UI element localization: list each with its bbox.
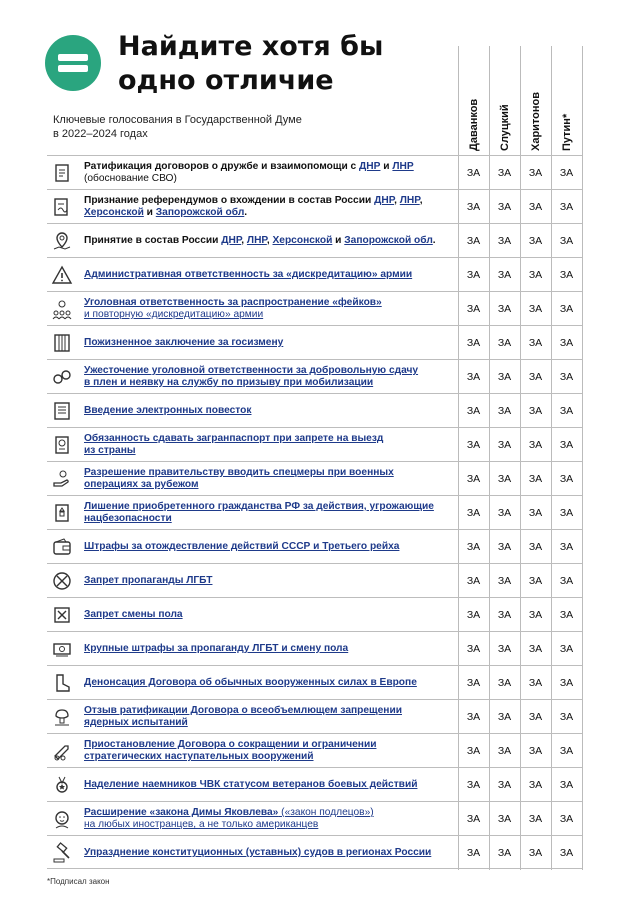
row-text-link[interactable]: Уголовная ответственность за распространение «фейков»	[84, 297, 382, 308]
vote-cell: ЗА	[559, 269, 574, 281]
vote-cell: ЗА	[528, 235, 543, 247]
row-text-link[interactable]: Административная ответственность за «дискредитацию» армии	[84, 269, 413, 280]
vote-cell: ЗА	[466, 167, 481, 179]
row-description	[84, 496, 459, 530]
row-description	[84, 768, 459, 802]
vote-cell: ЗА	[528, 643, 543, 655]
vote-cell: ЗА	[497, 439, 512, 451]
vote-cell: ЗА	[559, 847, 574, 859]
vote-cell: ЗА	[559, 609, 574, 621]
vote-cell: ЗА	[528, 677, 543, 689]
vote-cell: ЗА	[466, 269, 481, 281]
vote-cell: ЗА	[466, 813, 481, 825]
row-text-link[interactable]: Запорожской обл	[155, 207, 245, 218]
row-text-link[interactable]: Разрешение правительству вводить спецмеры при военных	[84, 467, 394, 478]
vote-cell: ЗА	[497, 167, 512, 179]
table-row	[47, 257, 582, 291]
row-description	[84, 836, 459, 870]
passport-icon	[51, 434, 73, 456]
warning-icon	[51, 264, 73, 286]
table-row	[47, 563, 582, 597]
vote-cell: ЗА	[528, 507, 543, 519]
vote-cell: ЗА	[559, 575, 574, 587]
table-row	[47, 665, 582, 699]
column-header-label: Харитонов	[529, 91, 542, 151]
subtitle-line-1: Ключевые голосования в Государственной Думе	[53, 114, 302, 126]
vote-cell: ЗА	[528, 439, 543, 451]
signed-document-icon	[51, 196, 73, 218]
row-text-link[interactable]: на любых иностранцев, а не только американцев	[84, 819, 319, 830]
vote-cell: ЗА	[559, 405, 574, 417]
row-text-link[interactable]: ЛНР	[246, 235, 267, 246]
row-description	[84, 700, 459, 734]
row-text: ,	[266, 235, 273, 246]
vote-cell: ЗА	[559, 643, 574, 655]
vote-cell: ЗА	[497, 541, 512, 553]
table-row	[47, 223, 582, 257]
vote-cell: ЗА	[559, 201, 574, 213]
vote-cell: ЗА	[559, 711, 574, 723]
column-header	[520, 50, 551, 155]
vote-cell: ЗА	[497, 235, 512, 247]
table-row	[47, 631, 582, 665]
row-description	[84, 394, 459, 428]
column-header-label: Даванков	[467, 98, 480, 151]
row-text-link[interactable]: ЛНР	[392, 161, 414, 172]
table-row	[47, 427, 582, 461]
footnote: *Подписал закон	[47, 877, 110, 886]
row-text-link[interactable]: Денонсация Договора об обычных вооруженных силах в Европе	[84, 677, 417, 688]
row-text: ,	[241, 235, 247, 246]
missile-icon	[51, 740, 73, 762]
vote-cell: ЗА	[559, 745, 574, 757]
vote-cell: ЗА	[497, 813, 512, 825]
vote-cell: ЗА	[466, 405, 481, 417]
document-icon	[51, 162, 73, 184]
row-text-link[interactable]: Введение электронных повесток	[84, 405, 252, 416]
vote-cell: ЗА	[497, 745, 512, 757]
handcuffs-icon	[51, 366, 73, 388]
vote-cell: ЗА	[497, 371, 512, 383]
subtitle-line-2: в 2022–2024 годах	[53, 128, 148, 140]
vote-cell: ЗА	[497, 711, 512, 723]
prison-icon	[51, 332, 73, 354]
row-text: и	[143, 207, 156, 218]
vote-cell: ЗА	[528, 473, 543, 485]
vote-cell: ЗА	[466, 609, 481, 621]
row-text-link[interactable]: ДНР	[221, 235, 242, 246]
table-row	[47, 291, 582, 325]
vote-cell: ЗА	[559, 235, 574, 247]
money-icon	[51, 638, 73, 660]
vote-cell: ЗА	[559, 507, 574, 519]
row-text: Ратификация договоров о дружбе и взаимопомощи с	[84, 161, 360, 172]
vote-cell: ЗА	[559, 337, 574, 349]
row-text: и	[380, 161, 393, 172]
table-row	[47, 529, 582, 563]
title-line-1: Найдите хотя бы	[118, 31, 384, 62]
table-row	[47, 597, 582, 631]
vote-cell: ЗА	[497, 643, 512, 655]
vote-cell: ЗА	[466, 745, 481, 757]
row-text-link[interactable]: Упразднение конституционных (уставных) судов в регионах России	[84, 847, 432, 858]
table-row	[47, 699, 582, 733]
explosion-icon	[51, 706, 73, 728]
row-text: (обоснование СВО)	[84, 173, 177, 184]
row-text-link[interactable]: Запрет смены пола	[84, 609, 183, 620]
row-text-link[interactable]: Ужесточение уголовной ответственности за добровольную сдачу	[84, 365, 419, 376]
vote-cell: ЗА	[559, 303, 574, 315]
vote-cell: ЗА	[466, 779, 481, 791]
row-text-link[interactable]: и повторную «дискредитацию» армии	[84, 309, 264, 320]
people-icon	[51, 298, 73, 320]
row-description	[84, 326, 459, 360]
vote-cell: ЗА	[497, 337, 512, 349]
vote-cell: ЗА	[466, 303, 481, 315]
vote-cell: ЗА	[466, 575, 481, 587]
row-text-link[interactable]: в плен и неявку на службу по призыву при мобилизации	[84, 377, 374, 388]
row-text-link[interactable]: Отзыв ратификации Договора о всеобъемлющем запрещении	[84, 705, 402, 716]
row-text-link[interactable]: («закон подлецов»)	[278, 807, 374, 818]
row-text-link[interactable]: ДНР	[359, 161, 381, 172]
vote-cell: ЗА	[559, 779, 574, 791]
row-text: и	[332, 235, 345, 246]
row-description	[84, 292, 459, 326]
row-text-link[interactable]: операциях за рубежом	[84, 479, 199, 490]
vote-cell: ЗА	[528, 813, 543, 825]
ban-icon	[51, 570, 73, 592]
vote-cell: ЗА	[466, 677, 481, 689]
citizenship-icon	[51, 502, 73, 524]
row-text-link[interactable]: Херсонской	[84, 207, 144, 218]
vote-cell: ЗА	[497, 201, 512, 213]
medal-icon	[51, 774, 73, 796]
vote-cell: ЗА	[559, 371, 574, 383]
column-divider	[582, 46, 583, 870]
vote-cell: ЗА	[466, 201, 481, 213]
vote-cell: ЗА	[466, 711, 481, 723]
boot-icon	[51, 672, 73, 694]
row-description	[84, 802, 459, 836]
row-text-link[interactable]: Запорожской обл	[344, 235, 433, 246]
column-header-label: Путин*	[560, 113, 573, 151]
table-row	[47, 393, 582, 427]
table-row	[47, 767, 582, 801]
row-text: .	[244, 207, 248, 218]
row-text-link[interactable]: стратегических наступательных вооружений	[84, 751, 314, 762]
vote-cell: ЗА	[466, 643, 481, 655]
row-description	[84, 190, 459, 224]
vote-cell: ЗА	[528, 167, 543, 179]
hand-icon	[51, 468, 73, 490]
row-description	[84, 734, 459, 768]
wallet-icon	[51, 536, 73, 558]
vote-cell: ЗА	[528, 405, 543, 417]
row-description	[84, 156, 459, 190]
vote-cell: ЗА	[497, 609, 512, 621]
vote-cell: ЗА	[497, 779, 512, 791]
vote-cell: ЗА	[466, 507, 481, 519]
column-header	[489, 50, 520, 155]
vote-cell: ЗА	[528, 609, 543, 621]
vote-cell: ЗА	[528, 847, 543, 859]
vote-cell: ЗА	[528, 337, 543, 349]
vote-cell: ЗА	[528, 711, 543, 723]
summons-icon	[51, 400, 73, 422]
vote-cell: ЗА	[559, 677, 574, 689]
vote-cell: ЗА	[497, 303, 512, 315]
vote-cell: ЗА	[497, 405, 512, 417]
child-icon	[51, 808, 73, 830]
table-row	[47, 325, 582, 359]
table-row	[47, 495, 582, 529]
vote-cell: ЗА	[466, 541, 481, 553]
row-description	[84, 564, 459, 598]
gavel-icon	[51, 842, 73, 864]
row-text-link[interactable]: ДНР	[374, 195, 395, 206]
row-description	[84, 530, 459, 564]
row-description	[84, 428, 459, 462]
table-row	[47, 155, 582, 189]
row-text-link[interactable]: ядерных испытаний	[84, 717, 188, 728]
vote-cell: ЗА	[528, 201, 543, 213]
row-description	[84, 224, 459, 258]
row-description	[84, 666, 459, 700]
row-text-link[interactable]: из страны	[84, 445, 136, 456]
vote-cell: ЗА	[497, 847, 512, 859]
page-title	[118, 30, 418, 98]
row-text-link[interactable]: Лишение приобретенного гражданства РФ за действия, угрожающие	[84, 501, 434, 512]
column-header-label: Слуцкий	[498, 104, 511, 151]
row-text-link[interactable]: Запрет пропаганды ЛГБТ	[84, 575, 213, 586]
vote-cell: ЗА	[528, 575, 543, 587]
vote-cell: ЗА	[466, 235, 481, 247]
row-text-link[interactable]: ЛНР	[399, 195, 420, 206]
title-line-2: одно отличие	[118, 65, 334, 96]
vote-cell: ЗА	[559, 473, 574, 485]
row-description	[84, 360, 459, 394]
vote-cell: ЗА	[559, 439, 574, 451]
vote-cell: ЗА	[466, 439, 481, 451]
row-text-link[interactable]: Херсонской	[272, 235, 333, 246]
row-description	[84, 598, 459, 632]
vote-cell: ЗА	[528, 303, 543, 315]
row-text: Признание референдумов о вхождении в состав России	[84, 195, 375, 206]
column-header	[551, 50, 582, 155]
map-pin-icon	[51, 230, 73, 252]
row-description	[84, 632, 459, 666]
table-row	[47, 835, 582, 869]
column-header	[458, 50, 489, 155]
row-description	[84, 258, 459, 292]
row-text-link[interactable]: Расширение «закона Димы Яковлева»	[84, 807, 279, 818]
row-text: ,	[394, 195, 400, 206]
row-text-link[interactable]: Штрафы за отождествление действий СССР и Третьего рейха	[84, 541, 400, 552]
row-text: ,	[419, 195, 423, 206]
vote-cell: ЗА	[466, 847, 481, 859]
vote-cell: ЗА	[528, 745, 543, 757]
vote-cell: ЗА	[559, 813, 574, 825]
row-text-link[interactable]: Обязанность сдавать загранпаспорт при запрете на выезд	[84, 433, 384, 444]
row-text-link[interactable]: нацбезопасности	[84, 513, 172, 524]
vote-cell: ЗА	[559, 167, 574, 179]
row-description	[84, 462, 459, 496]
table-row	[47, 461, 582, 495]
vote-cell: ЗА	[497, 269, 512, 281]
table-row	[47, 733, 582, 767]
table-row	[47, 801, 582, 835]
vote-cell: ЗА	[497, 677, 512, 689]
vote-cell: ЗА	[466, 371, 481, 383]
vote-cell: ЗА	[466, 337, 481, 349]
row-text-link[interactable]: Крупные штрафы за пропаганду ЛГБТ и смену пола	[84, 643, 349, 654]
row-text: .	[432, 235, 436, 246]
vote-cell: ЗА	[497, 575, 512, 587]
vote-cell: ЗА	[528, 269, 543, 281]
equals-icon	[45, 35, 101, 91]
table-row	[47, 189, 582, 223]
vote-cell: ЗА	[497, 507, 512, 519]
vote-cell: ЗА	[559, 541, 574, 553]
vote-cell: ЗА	[528, 779, 543, 791]
row-text-link[interactable]: Пожизненное заключение за госизмену	[84, 337, 284, 348]
row-text-link[interactable]: Наделение наемников ЧВК статусом ветеранов боевых действий	[84, 779, 418, 790]
page-subtitle	[53, 113, 353, 141]
row-text-link[interactable]: Приостановление Договора о сокращении и ограничении	[84, 739, 377, 750]
table-row	[47, 359, 582, 393]
vote-cell: ЗА	[528, 541, 543, 553]
votes-table	[47, 155, 582, 869]
vote-cell: ЗА	[466, 473, 481, 485]
vote-cell: ЗА	[497, 473, 512, 485]
cross-box-icon	[51, 604, 73, 626]
vote-cell: ЗА	[528, 371, 543, 383]
row-text: Принятие в состав России	[84, 235, 222, 246]
